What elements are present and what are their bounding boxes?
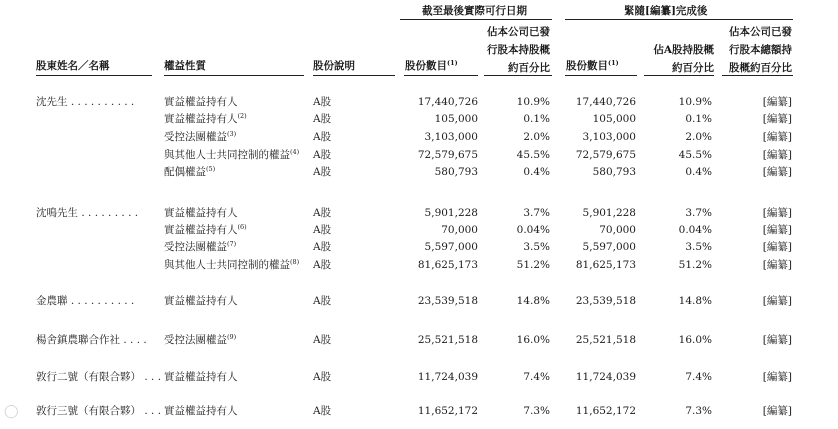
- header-rule-shares-after: [565, 75, 637, 76]
- group-rule-before: [400, 19, 552, 20]
- shares-after: 3,103,000: [582, 131, 636, 143]
- pct-a-after: 3.7%: [685, 207, 712, 219]
- nature-of-interest: 受控法團權益$^{(9)}$: [164, 333, 237, 346]
- col-header-holder: 股東姓名／名稱: [36, 60, 110, 72]
- shares-before: 5,901,228: [424, 207, 478, 219]
- pct-a-after: 3.5%: [685, 241, 712, 253]
- pct-total-after: [編纂]: [762, 224, 792, 236]
- col-header-pct-total-after-line3: 股概約百分比: [729, 62, 792, 74]
- shares-after: 25,521,518: [575, 334, 636, 346]
- shares-before: 81,625,173: [417, 259, 478, 271]
- shares-after: 105,000: [592, 113, 636, 125]
- header-rule-pct-before: [484, 75, 552, 76]
- header-rule-pct-total-after: [722, 75, 793, 76]
- shares-before: 70,000: [441, 224, 478, 236]
- col-header-nature: 權益性質: [164, 60, 206, 72]
- footnote-marker: (3): [227, 130, 237, 138]
- pct-a-after: 7.4%: [685, 371, 712, 383]
- shares-after: 17,440,726: [575, 96, 636, 108]
- holder-name: 沈鳴先生 . . . . . . . . .: [36, 207, 139, 219]
- pct-total-after: [編纂]: [762, 131, 792, 143]
- watermark: ◯: [4, 404, 19, 419]
- pct-total-after: [編纂]: [762, 295, 792, 307]
- shares-after: 72,579,675: [575, 149, 636, 161]
- shares-after: 5,597,000: [582, 241, 636, 253]
- footnote-marker: (2): [237, 112, 247, 120]
- col-header-pct-total-after-line2: 行股本總額持: [729, 44, 792, 56]
- pct-a-after: 7.3%: [685, 405, 712, 417]
- header-rule-holder: [36, 75, 152, 76]
- col-header-class: 股份說明: [313, 60, 355, 72]
- nature-of-interest: 實益權益持有人$^{(6)}$: [164, 223, 247, 236]
- pct-a-after: 45.5%: [678, 149, 712, 161]
- nature-of-interest: 與其他人士共同控制的權益$^{(8)}$: [164, 258, 300, 271]
- col-header-pct-before-line3: 約百分比: [508, 62, 550, 74]
- pct-before: 51.2%: [516, 259, 550, 271]
- pct-total-after: [編纂]: [762, 207, 792, 219]
- holder-name: 敦行二號（有限合夥） . . .: [36, 371, 162, 383]
- header-rule-shares-before: [404, 75, 478, 76]
- pct-total-after: [編纂]: [762, 149, 792, 161]
- nature-of-interest: 實益權益持有人: [164, 405, 238, 417]
- nature-of-interest: 配偶權益$^{(5)}$: [164, 165, 216, 178]
- pct-total-after: [編纂]: [762, 96, 792, 108]
- shares-before: 580,793: [434, 166, 478, 178]
- holder-name: 沈先生 . . . . . . . . . .: [36, 96, 135, 108]
- col-header-pct-total-after-line1: 佔本公司已發: [729, 26, 792, 38]
- col-header-pct-a-after-line2: 約百分比: [672, 62, 714, 74]
- footnote-marker: (6): [237, 223, 247, 231]
- shares-before: 23,539,518: [417, 295, 478, 307]
- group-rule-after: [565, 19, 793, 20]
- pct-before: 7.3%: [523, 405, 550, 417]
- share-class: A股: [313, 295, 332, 307]
- shares-after: 81,625,173: [575, 259, 636, 271]
- pct-total-after: [編纂]: [762, 241, 792, 253]
- shares-after: 70,000: [599, 224, 636, 236]
- col-header-pct-before-line2: 行股本持股概: [487, 44, 550, 56]
- header-rule-pct-a-after: [644, 75, 714, 76]
- shares-before: 17,440,726: [417, 96, 478, 108]
- shares-before: 72,579,675: [417, 149, 478, 161]
- pct-before: 10.9%: [516, 96, 550, 108]
- shares-before: 5,597,000: [424, 241, 478, 253]
- pct-a-after: 14.8%: [678, 295, 712, 307]
- shares-after: 11,652,172: [575, 405, 636, 417]
- pct-a-after: 0.1%: [685, 113, 712, 125]
- col-header-shares-before: 股份數目$^{(1)}$: [405, 59, 458, 72]
- col-header-pct-before-line1: 佔本公司已發: [487, 26, 550, 38]
- shares-before: 105,000: [434, 113, 478, 125]
- pct-before: 0.4%: [523, 166, 550, 178]
- footnote-marker: (4): [290, 148, 300, 156]
- shares-before: 11,724,039: [417, 371, 478, 383]
- shares-before: 3,103,000: [424, 131, 478, 143]
- col-header-pct-total-after: [716, 23, 792, 77]
- shares-after: 580,793: [592, 166, 636, 178]
- nature-of-interest: 與其他人士共同控制的權益$^{(4)}$: [164, 148, 300, 161]
- group-title-after: 緊隨[編纂]完成後: [624, 5, 708, 17]
- col-header-pct-a-after: [640, 41, 714, 77]
- nature-of-interest: 實益權益持有人: [164, 96, 238, 108]
- share-class: A股: [313, 259, 332, 271]
- pct-before: 2.0%: [523, 131, 550, 143]
- pct-a-after: 10.9%: [678, 96, 712, 108]
- share-class: A股: [313, 207, 332, 219]
- footnote-marker: (9): [227, 333, 237, 341]
- share-class: A股: [313, 149, 332, 161]
- pct-total-after: [編纂]: [762, 113, 792, 125]
- pct-a-after: 0.4%: [685, 166, 712, 178]
- holder-name: 楊舍鎮農聯合作社 . . . .: [36, 334, 147, 346]
- pct-a-after: 51.2%: [678, 259, 712, 271]
- shares-before: 11,652,172: [417, 405, 478, 417]
- footnote-marker: (5): [206, 165, 216, 173]
- pct-a-after: 2.0%: [685, 131, 712, 143]
- holder-name: 金農聯 . . . . . . . . . .: [36, 295, 135, 307]
- nature-of-interest: 實益權益持有人: [164, 295, 238, 307]
- nature-of-interest: 受控法團權益$^{(7)}$: [164, 240, 237, 253]
- holder-name: 敦行三號（有限合夥） . . .: [36, 405, 162, 417]
- pct-before: 0.1%: [523, 113, 550, 125]
- pct-before: 3.5%: [523, 241, 550, 253]
- footnote-marker: (7): [227, 240, 237, 248]
- col-header-shares-after: 股份數目$^{(1)}$: [566, 59, 619, 72]
- share-class: A股: [313, 96, 332, 108]
- col-header-pct-before: [470, 23, 550, 77]
- share-class: A股: [313, 131, 332, 143]
- pct-before: 14.8%: [516, 295, 550, 307]
- shares-after: 11,724,039: [575, 371, 636, 383]
- pct-before: 45.5%: [516, 149, 550, 161]
- pct-before: 7.4%: [523, 371, 550, 383]
- group-title-before: 截至最後實際可行日期: [422, 5, 527, 17]
- share-class: A股: [313, 166, 332, 178]
- pct-total-after: [編纂]: [762, 405, 792, 417]
- nature-of-interest: 實益權益持有人$^{(2)}$: [164, 112, 247, 125]
- shares-before: 25,521,518: [417, 334, 478, 346]
- pct-total-after: [編纂]: [762, 259, 792, 271]
- share-class: A股: [313, 334, 332, 346]
- header-rule-class: [313, 75, 395, 76]
- share-class: A股: [313, 241, 332, 253]
- col-header-pct-a-after-line1: 佔A股持股概: [653, 44, 714, 56]
- shares-after: 23,539,518: [575, 295, 636, 307]
- pct-a-after: 0.04%: [678, 224, 712, 236]
- nature-of-interest: 受控法團權益$^{(3)}$: [164, 130, 237, 143]
- share-class: A股: [313, 224, 332, 236]
- pct-total-after: [編纂]: [762, 371, 792, 383]
- pct-before: 16.0%: [516, 334, 550, 346]
- nature-of-interest: 實益權益持有人: [164, 207, 238, 219]
- pct-total-after: [編纂]: [762, 166, 792, 178]
- share-class: A股: [313, 113, 332, 125]
- nature-of-interest: 實益權益持有人: [164, 371, 238, 383]
- shares-after: 5,901,228: [582, 207, 636, 219]
- pct-total-after: [編纂]: [762, 334, 792, 346]
- header-rule-nature: [164, 75, 304, 76]
- pct-a-after: 16.0%: [678, 334, 712, 346]
- footnote-marker: (8): [290, 258, 300, 266]
- pct-before: 0.04%: [516, 224, 550, 236]
- share-class: A股: [313, 371, 332, 383]
- share-class: A股: [313, 405, 332, 417]
- pct-before: 3.7%: [523, 207, 550, 219]
